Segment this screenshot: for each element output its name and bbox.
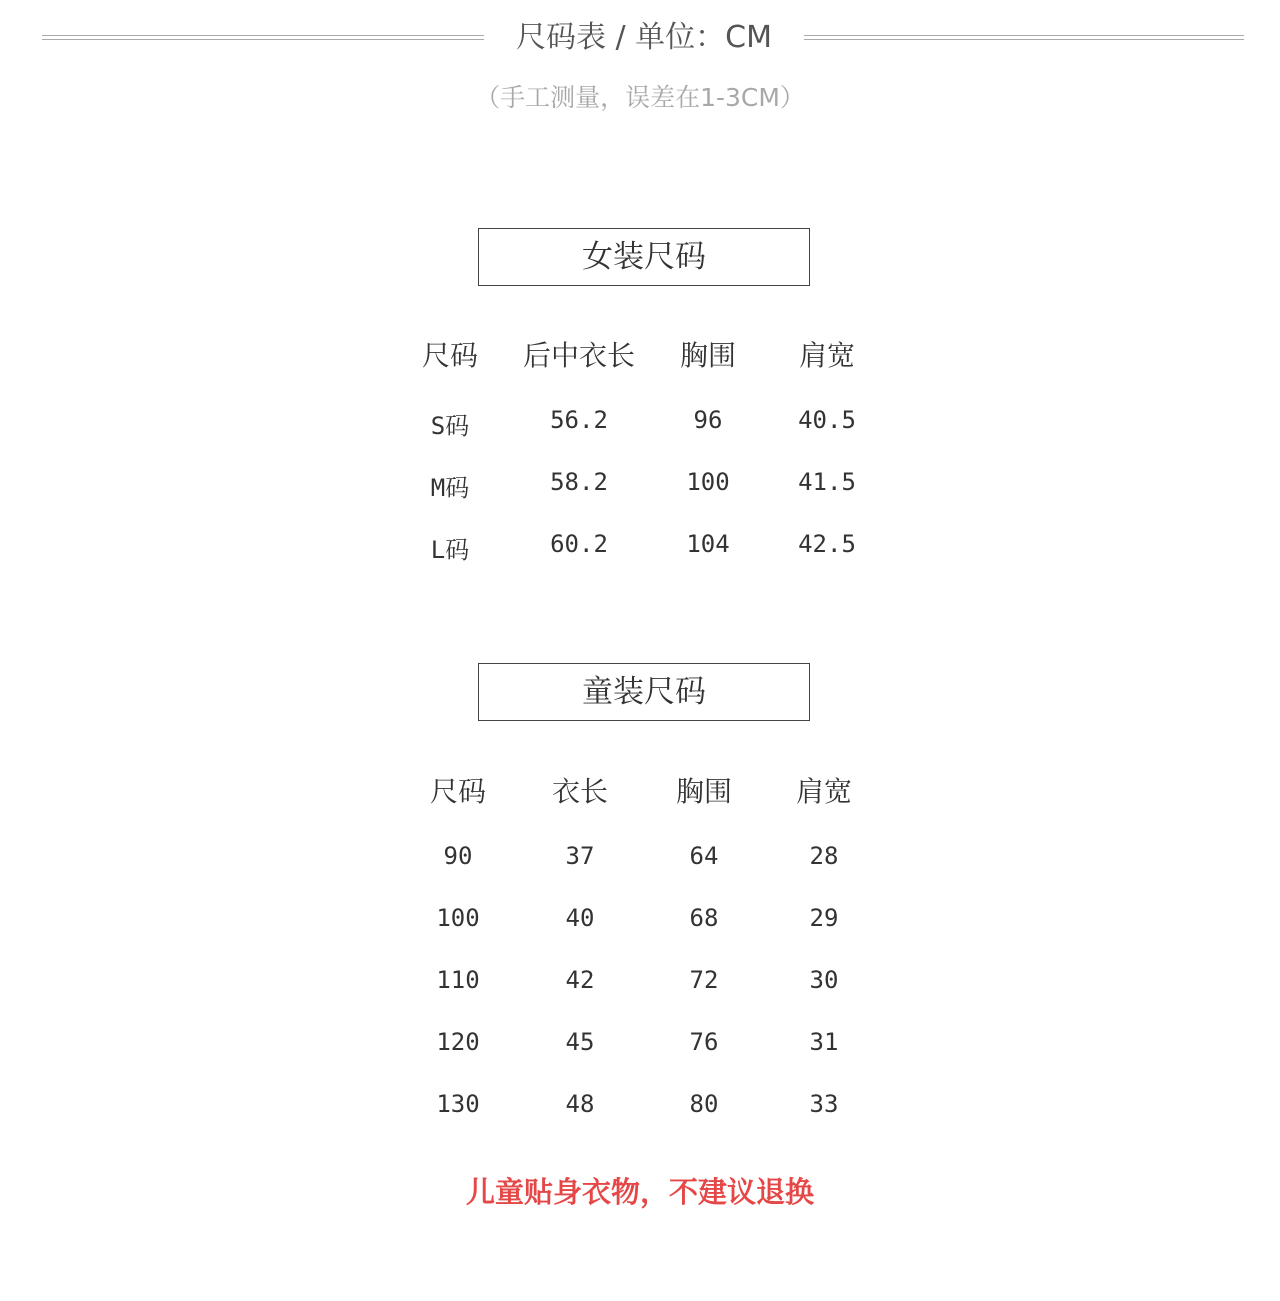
kids-table-cell: 30 xyxy=(809,966,839,994)
women-table-cell: 56.2 xyxy=(550,406,608,434)
women-table-cell: 104 xyxy=(686,530,730,558)
women-column-header: 尺码 xyxy=(421,339,479,372)
kids-table-cell: 31 xyxy=(809,1028,839,1056)
kids-table-cell: 120 xyxy=(436,1028,480,1056)
women-table-cell: 60.2 xyxy=(550,530,608,558)
kids-table-cell: 68 xyxy=(689,904,719,932)
women-column-header: 后中衣长 xyxy=(522,339,636,372)
kids-column-header: 胸围 xyxy=(675,775,733,808)
women-table-cell: 58.2 xyxy=(550,468,608,496)
kids-column-header: 衣长 xyxy=(551,775,609,808)
women-table-cell: 96 xyxy=(693,406,723,434)
header-left-rule xyxy=(42,35,484,40)
kids-table-cell: 64 xyxy=(689,842,719,870)
women-table-cell: L码 xyxy=(430,536,470,564)
kids-table-cell: 28 xyxy=(809,842,839,870)
kids-table-cell: 37 xyxy=(565,842,595,870)
kids-table-cell: 42 xyxy=(565,966,595,994)
kids-table-cell: 40 xyxy=(565,904,595,932)
women-column-header: 胸围 xyxy=(679,339,737,372)
return-notice: 儿童贴身衣物，不建议退换 xyxy=(465,1175,814,1209)
header-right-rule xyxy=(804,35,1244,40)
kids-table-cell: 130 xyxy=(436,1090,480,1118)
kids-table-cell: 76 xyxy=(689,1028,719,1056)
page-title: 尺码表 / 单位：CM xyxy=(515,20,772,55)
kids-table-cell: 110 xyxy=(436,966,480,994)
kids-table-cell: 100 xyxy=(436,904,480,932)
measurement-note: （手工测量，误差在1-3CM） xyxy=(475,83,805,112)
kids-column-header: 肩宽 xyxy=(795,775,853,808)
women-table-cell: M码 xyxy=(430,474,470,502)
kids-size-title: 童装尺码 xyxy=(478,663,810,721)
kids-table-cell: 90 xyxy=(443,842,473,870)
women-column-header: 肩宽 xyxy=(798,339,856,372)
women-table-cell: 100 xyxy=(686,468,730,496)
women-table-cell: 41.5 xyxy=(798,468,856,496)
women-table-cell: S码 xyxy=(430,412,470,440)
kids-table-cell: 48 xyxy=(565,1090,595,1118)
header xyxy=(0,14,1280,62)
kids-table-cell: 72 xyxy=(689,966,719,994)
kids-table-cell: 33 xyxy=(809,1090,839,1118)
kids-column-header: 尺码 xyxy=(429,775,487,808)
women-size-title: 女装尺码 xyxy=(478,228,810,286)
kids-table-cell: 45 xyxy=(565,1028,595,1056)
kids-table-cell: 29 xyxy=(809,904,839,932)
women-table-cell: 40.5 xyxy=(798,406,856,434)
women-table-cell: 42.5 xyxy=(798,530,856,558)
kids-table-cell: 80 xyxy=(689,1090,719,1118)
